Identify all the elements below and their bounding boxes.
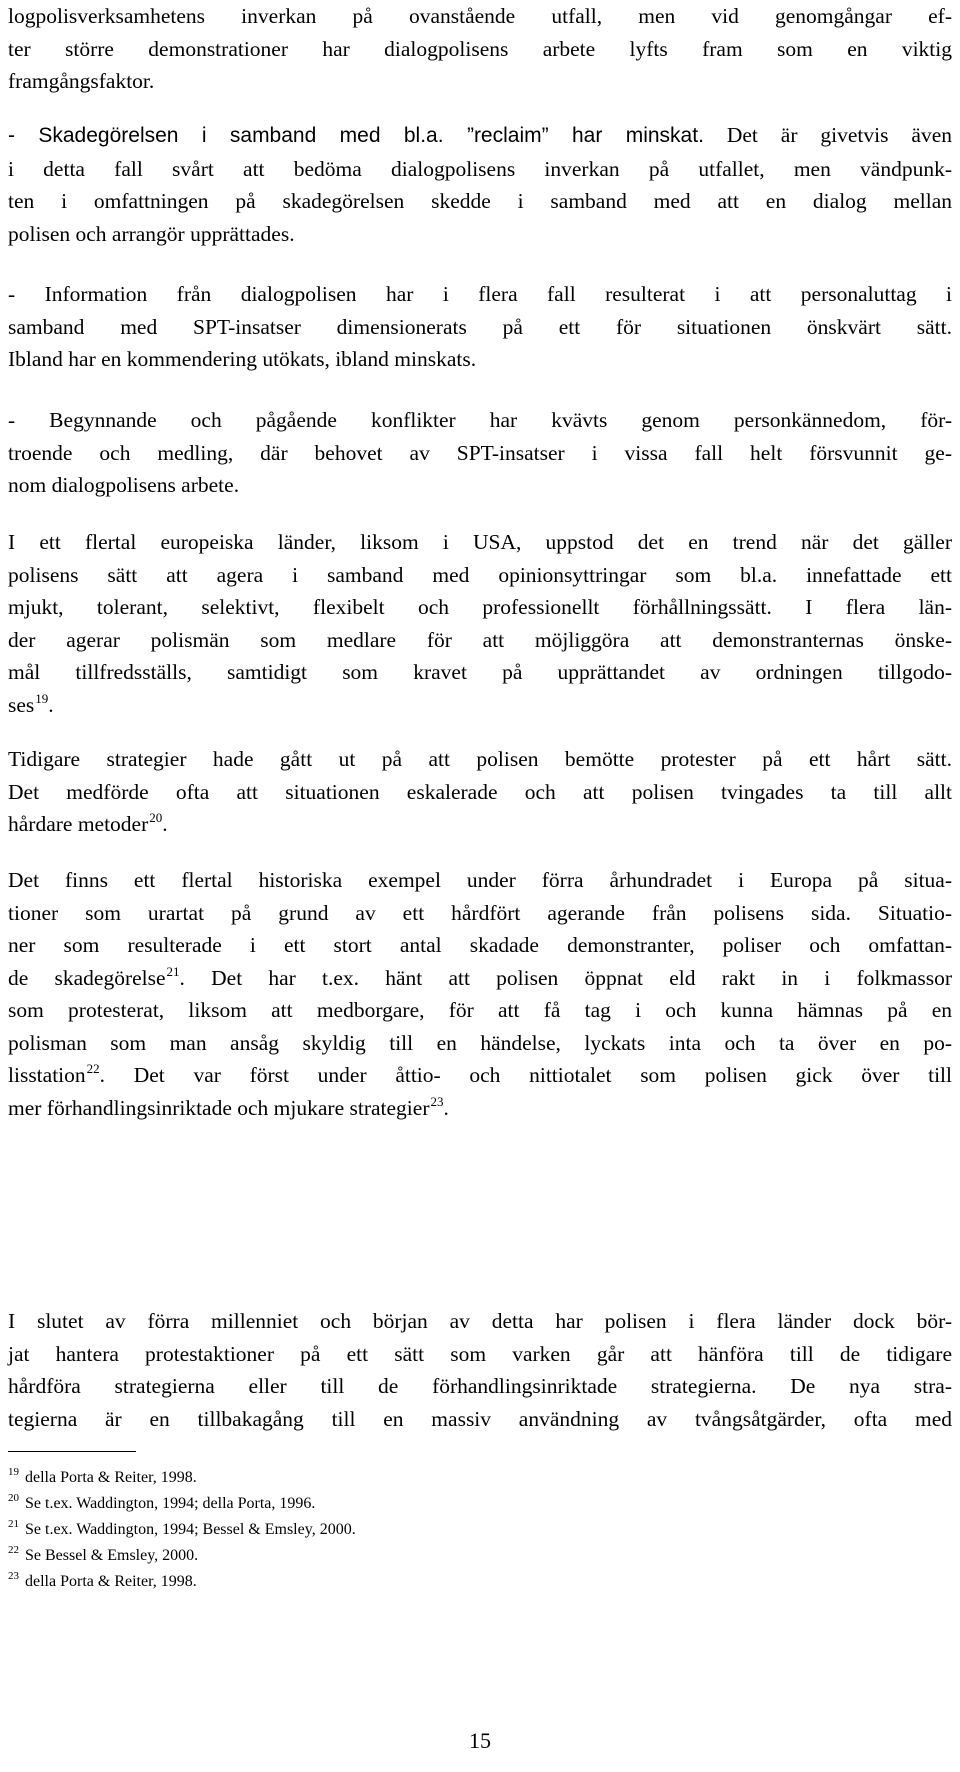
footnote-reference[interactable]: 20 [149, 810, 163, 825]
text-line: I ett flertal europeiska länder, liksom i USA, uppstod det en trend när det gäller [8, 530, 952, 554]
paragraph-4 [8, 404, 952, 502]
footnote-divider [8, 1451, 136, 1452]
text-fragment: ses [8, 692, 35, 717]
text-line: hårdföra strategierna eller till de förhandlingsinriktade strategierna. De nya stra- [8, 1374, 952, 1398]
paragraph-7 [8, 864, 952, 1124]
text-line: - Begynnande och pågående konflikter har kvävts genom personkännedom, för- [8, 408, 952, 432]
text-fragment: . [443, 1095, 449, 1120]
text-line: polisman som man ansåg skyldig till en händelse, lyckats inta och ta över en po- [8, 1030, 952, 1055]
serif-text: Det är givetvis även [703, 123, 952, 147]
text-line: som protesterat, liksom att medborgare, för att få tag i och kunna hämnas på en [8, 998, 952, 1022]
text-line: polisens sätt att agera i samband med opinionsyttringar som bl.a. innefattade ett [8, 562, 952, 587]
text-line: tegierna är en tillbakagång till en massiv användning av tvångsåtgärder, ofta med [8, 1406, 952, 1431]
page-number: 15 [469, 1728, 491, 1753]
text-fragment: mer förhandlingsinriktade och mjukare strategier [8, 1095, 430, 1120]
footnote-text: della Porta & Reiter, 1998. [25, 1573, 197, 1590]
text-line: ten i omfattningen på skadegörelsen skedde i samband med att en dialog mellan [8, 189, 952, 213]
footnote-text: Se t.ex. Waddington, 1994; Bessel & Emsley, 2000. [25, 1521, 356, 1538]
text-line [8, 1092, 952, 1125]
text-line: logpolisverksamhetens inverkan på ovanstående utfall, men vid genomgångar ef- [8, 4, 952, 28]
text-line: ner som resulterade i ett stort antal skadade demonstranter, poliser och omfattan- [8, 933, 952, 957]
text-line [8, 1059, 952, 1092]
text-fragment: . Det har t.ex. hänt att polisen öppnat eld rakt in i folkmassor [179, 965, 952, 990]
footnote-reference[interactable]: 19 [35, 690, 49, 706]
footnote-reference[interactable]: 21 [166, 963, 180, 979]
paragraph-3 [8, 278, 952, 376]
text-fragment: de skadegörelse [8, 965, 166, 990]
text-line: tioner som urartat på grund av ett hårdfört agerande från polisens sida. Situatio- [8, 900, 952, 925]
text-fragment: . Det var först under åttio- och nittiotalet som polisen gick över till [99, 1063, 952, 1087]
sans-serif-text: - Skadegörelsen i samband med bl.a. ”reclaim” har minskat. [8, 124, 704, 147]
text-line: Tidigare strategier hade gått ut på att polisen bemötte protester på ett hårt sätt. [8, 747, 952, 771]
text-line: nom dialogpolisens arbete. [8, 473, 240, 497]
footnote [8, 1569, 708, 1595]
paragraph-5 [8, 526, 952, 721]
text-line: samband med SPT-insatser dimensionerats på ett för situationen önskvärt sätt. [8, 314, 952, 339]
footnote-text: Se Bessel & Emsley, 2000. [25, 1547, 199, 1564]
text-line [8, 689, 952, 722]
footnote [8, 1543, 708, 1569]
text-line: framgångsfaktor. [8, 69, 155, 93]
footnote-reference[interactable]: 23 [430, 1093, 444, 1109]
text-line: mål tillfredsställs, samtidigt som kravet på upprättandet av ordningen tillgodo- [8, 660, 952, 684]
text-line [8, 119, 952, 153]
footnote-number: 21 [8, 1518, 19, 1530]
text-fragment: lisstation [8, 1063, 86, 1087]
text-line: der agerar polismän som medlare för att möjliggöra att demonstranternas önske- [8, 627, 952, 652]
text-line: ter större demonstrationer har dialogpolisens arbete lyfts fram som en viktig [8, 36, 952, 61]
text-line: Det medförde ofta att situationen eskalerade och att polisen tvingades ta till allt [8, 779, 952, 804]
paragraph-6 [8, 743, 952, 841]
paragraph-8 [8, 1305, 952, 1435]
footnote-number: 19 [8, 1466, 19, 1478]
paragraph-2 [8, 119, 952, 250]
text-line: troende och medling, där behovet av SPT-insatser i vissa fall helt försvunnit ge- [8, 440, 952, 465]
footnote-text: della Porta & Reiter, 1998. [25, 1469, 197, 1486]
text-line [8, 808, 952, 841]
text-line: polisen och arrangör upprättades. [8, 221, 295, 246]
text-line [8, 962, 952, 995]
text-line: I slutet av förra millenniet och början av detta har polisen i flera länder dock bör- [8, 1309, 952, 1333]
footnote [8, 1465, 708, 1491]
text-line: jat hantera protestaktioner på ett sätt som varken går att hänföra till de tidigare [8, 1341, 952, 1366]
footnote-number: 22 [8, 1544, 19, 1556]
footnote-reference[interactable]: 22 [86, 1061, 100, 1076]
text-line: mjukt, tolerant, selektivt, flexibelt och professionellt förhållningssätt. I flera län- [8, 595, 952, 619]
text-line: i detta fall svårt att bedöma dialogpolisens inverkan på utfallet, men vändpunk- [8, 156, 952, 181]
text-line: Det finns ett flertal historiska exempel under förra århundradet i Europa på situa- [8, 868, 952, 892]
footnotes [8, 1465, 708, 1595]
footnote-number: 23 [8, 1570, 19, 1582]
footnote-text: Se t.ex. Waddington, 1994; della Porta, 1996. [25, 1495, 316, 1512]
text-line: - Information från dialogpolisen har i flera fall resulterat i att personaluttag i [8, 282, 952, 306]
footnote [8, 1491, 708, 1517]
paragraph-1 [8, 0, 952, 98]
footnote-number: 20 [8, 1492, 19, 1504]
text-fragment: . [162, 812, 168, 836]
text-fragment: hårdare metoder [8, 812, 149, 836]
footnote [8, 1517, 708, 1543]
text-line: Ibland har en kommendering utökats, ibland minskats. [8, 347, 477, 371]
text-fragment: . [48, 692, 54, 717]
